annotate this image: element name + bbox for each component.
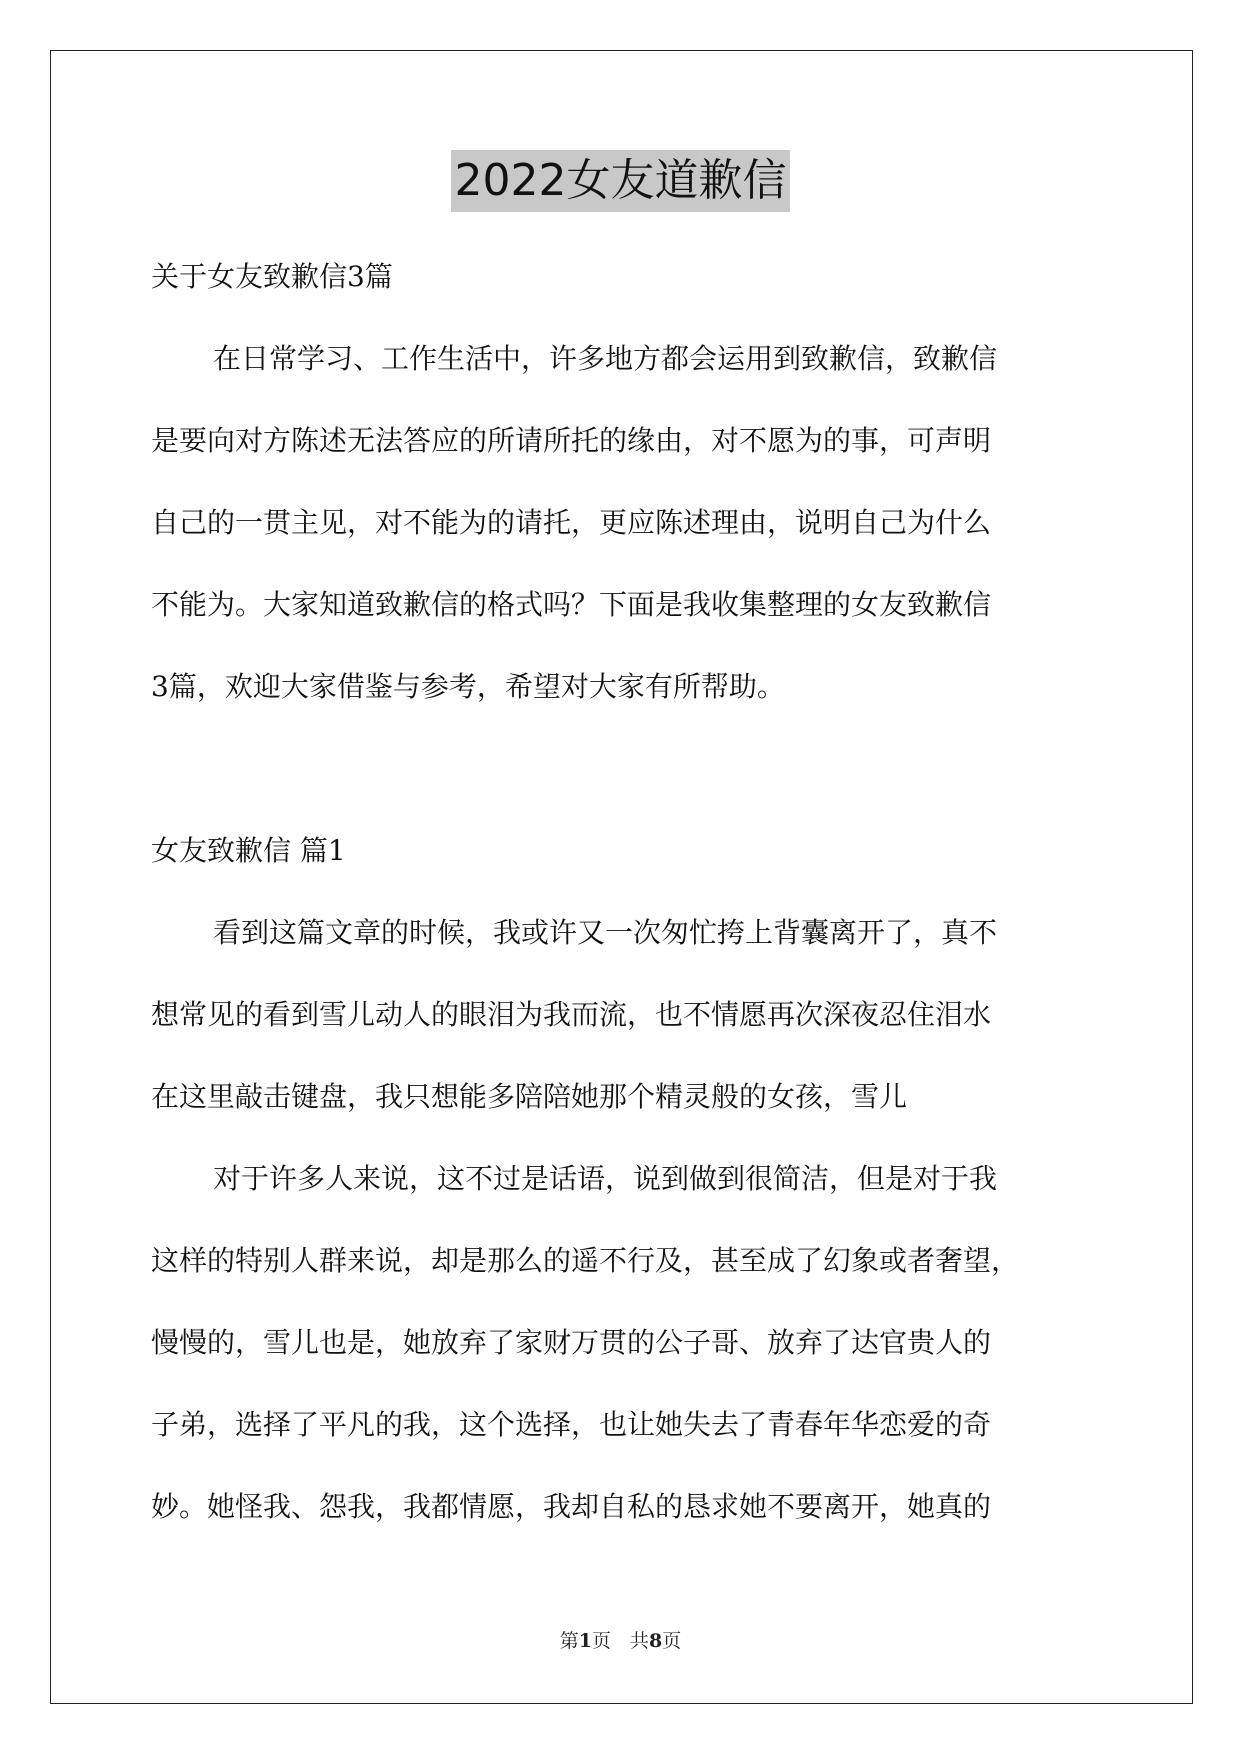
paragraph-line: 子弟，选择了平凡的我，这个选择，也让她失去了青春年华恋爱的奇 <box>151 1408 992 1441</box>
page-mid-text: 页 共 <box>591 1630 649 1652</box>
paragraph-line: 在这里敲击键盘，我只想能多陪陪她那个精灵般的女孩，雪儿 <box>151 1080 908 1113</box>
intro-line: 3篇，欢迎大家借鉴与参考，希望对大家有所帮助。 <box>151 670 785 703</box>
page-total-number: 8 <box>649 1630 663 1652</box>
paragraph-line: 看到这篇文章的时候，我或许又一次匆忙挎上背囊离开了，真不 <box>213 916 998 949</box>
document-body <box>151 236 1096 1548</box>
intro-line: 自己的一贯主见，对不能为的请托，更应陈述理由，说明自己为什么 <box>151 506 992 539</box>
paragraph-line: 对于许多人来说，这不过是话语，说到做到很简洁，但是对于我 <box>213 1162 998 1195</box>
page-footer <box>0 1626 1241 1653</box>
page-current-number: 1 <box>578 1630 592 1652</box>
title-container <box>0 150 1241 212</box>
paragraph-line: 妙。她怪我、怨我，我都情愿，我却自私的恳求她不要离开，她真的 <box>151 1490 992 1523</box>
paragraph-line: 想常见的看到雪儿动人的眼泪为我而流，也不情愿再次深夜忍住泪水 <box>151 998 992 1031</box>
section-spacer <box>151 728 1096 810</box>
page-suffix: 页 <box>662 1630 682 1652</box>
subtitle: 关于女友致歉信3篇 <box>151 260 393 293</box>
intro-line: 在日常学习、工作生活中，许多地方都会运用到致歉信，致歉信 <box>213 342 998 375</box>
document-title: 2022女友道歉信 <box>451 150 791 212</box>
page-prefix: 第 <box>559 1630 579 1652</box>
section-heading: 女友致歉信 篇1 <box>151 834 346 867</box>
paragraph-line: 慢慢的，雪儿也是，她放弃了家财万贯的公子哥、放弃了达官贵人的 <box>151 1326 992 1359</box>
paragraph-line: 这样的特别人群来说，却是那么的遥不行及，甚至成了幻象或者奢望， <box>151 1244 1020 1277</box>
intro-line: 不能为。大家知道致歉信的格式吗？下面是我收集整理的女友致歉信 <box>151 588 992 621</box>
intro-line: 是要向对方陈述无法答应的所请所托的缘由，对不愿为的事，可声明 <box>151 424 992 457</box>
